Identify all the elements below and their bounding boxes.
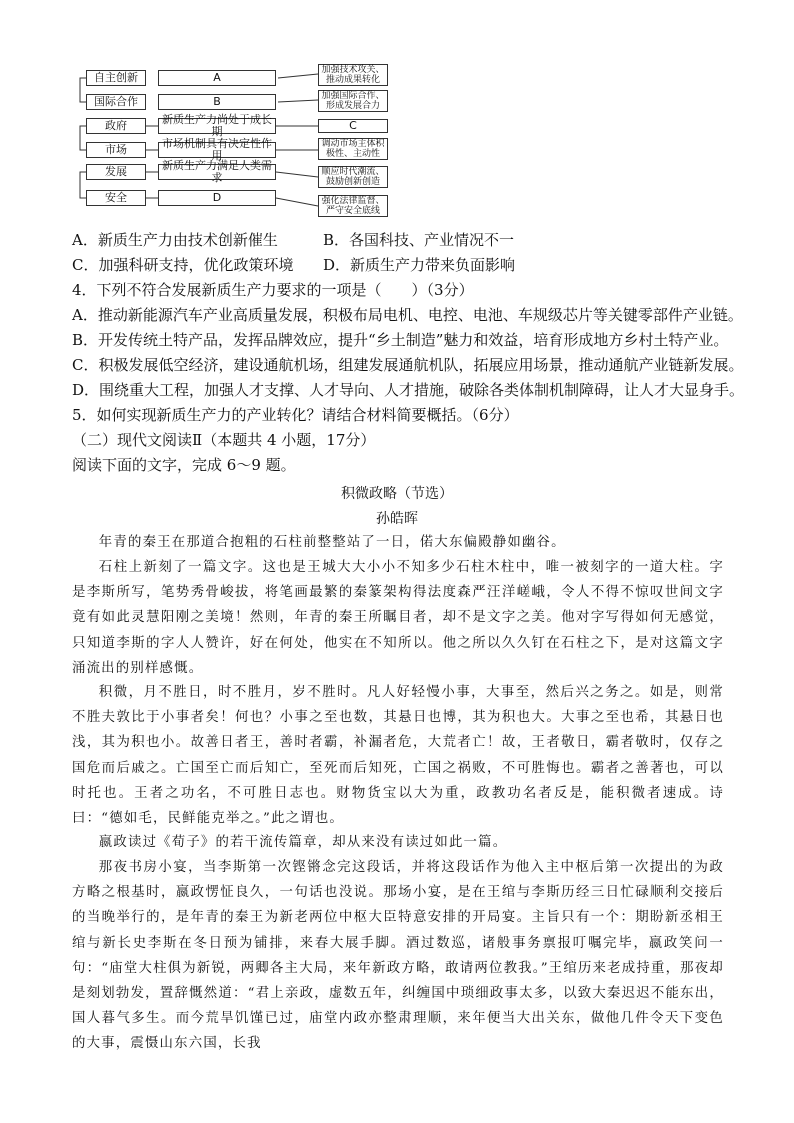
diagram-right-3: C [318,119,388,133]
diagram-right-2: 加强国际合作、形成发展合力 [318,90,388,112]
diagram-middle-2: B [158,94,276,110]
diagram-middle-3: 新质生产力尚处于成长期 [158,118,276,134]
reading-instruction: 阅读下面的文字，完成 6～9 题。 [72,456,296,474]
diagram-left-4: 市场 [86,142,146,158]
diagram-middle-5: 新质生产力满足人类需求 [158,164,276,180]
diagram-middle-6: D [158,190,276,206]
diagram-middle-1: A [158,70,276,86]
article-paragraph-3: 积微，月不胜日，时不胜月，岁不胜时。凡人好轻慢小事，大事至，然后兴之务之。如是，则常不胜夫敦比于小事者矣！何也？小事之至也数，其悬日也博，其为积也大。大事之至也希，其悬日也浅，其为积也小。故善日者王，善时者霸，补漏者危，大荒者亡！故，王者敬日，霸者敬时，仅存之国危而后戚之。亡国至亡而后知亡，至死而后知死，亡国之祸败，不可胜悔也。霸者之善著也，可以时托也。王者之功名，不可胜日志也。财物货宝以大为重，政教功名者反是，能积微者速成。诗曰：“德如毛，民鲜能克举之。”此之谓也。 [72,685,724,827]
diagram-left-5: 发展 [86,164,146,180]
diagram-right-1: 加强技术攻关、推动成果转化 [318,64,388,86]
q3-option-b: B．各国科技、产业情况不一 [323,231,515,249]
article-paragraph-4: 嬴政读过《荀子》的若干流传篇章，却从来没有读过如此一篇。 [98,835,508,850]
article-paragraph-5: 那夜书房小宴，当李斯第一次铿锵念完这段话，并将这段话作为他入主中枢后第一次提出的为政方略之根基时，嬴政愣怔良久，一句话也没说。那场小宴，是在王绾与李斯历经三日忙碌顺利交接后的当晚举行的，是年青的秦王为新老两位中枢大臣特意安排的开局宴。主旨只有一个：期盼新丞相王绾与新长史李斯在冬日预为铺排，来春大展手脚。酒过数巡，诸般事务禀报叮嘱完毕，嬴政笑问一句：“庙堂大柱俱为新锐，两卿各主大局，来年新政方略，敢请两位教我。”王绾历来老成持重，那夜却是刻划勃发，置辞慨然道：“君上亲政，虚数五年，纠缠国中琐细政事太多，以致大秦迟迟不能东出，国人暮气多生。而今荒旱饥馑已过，庙堂内政亦整肃理顺，来年便当大出关东，做他几件令天下变色的大事，震慑山东六国，长我 [72,860,724,1052]
diagram-left-6: 安全 [86,190,146,206]
q5-stem: 5．如何实现新质生产力的产业转化？请结合材料简要概括。（6分） [72,406,519,424]
article-title: 积微政略（节选） [341,486,453,502]
q4-option-b: B．开发传统土特产品，发挥品牌效应，提升“乡土制造”魅力和效益，培育形成地方乡村土特产业。 [72,331,729,349]
diagram-left-3: 政府 [86,118,146,134]
q4-option-d: D．围绕重大工程，加强人才支撑、人才导向、人才措施，破除各类体制机制障碍，让人才大显身手。 [72,381,745,399]
article-paragraph-2: 石柱上新刻了一篇文字。这也是王城大大小小不知多少石柱木柱中，唯一被刻字的一道大柱。字是李斯所写，笔势秀骨峻拔，将笔画最繁的秦篆架构得法度森严汪洋嵯峨，令人不得不惊叹世间文字竟有如此灵慧阳刚之美境！然则，年青的秦王所瞩目者，却不是文字之美。他对字写得如何无感觉，只知道李斯的字人人赞许，好在何处，他实在不知所以。他之所以久久钉在石柱之下，是对这篇文字涌流出的别样感慨。 [72,560,724,676]
diagram-right-6: 强化法律监督、严守安全底线 [318,195,388,217]
diagram-left-1: 自主创新 [86,70,146,86]
article-author: 孙皓晖 [376,511,418,527]
concept-diagram [78,62,398,222]
article-paragraph-1: 年青的秦王在那道合抱粗的石柱前整整站了一日，偌大东偏殿静如幽谷。 [98,535,566,550]
q3-option-d: D．新质生产力带来负面影响 [323,256,516,274]
diagram-right-5: 顺应时代潮流、鼓励创新创造 [318,166,388,188]
q4-option-a: A．推动新能源汽车产业高质量发展，积极布局电机、电控、电池、车规级芯片等关键零部件产业链。 [72,306,743,324]
q4-option-c: C．积极发展低空经济，建设通航机场，组建发展通航机队，拓展应用场景，推动通航产业链新发展。 [72,356,744,374]
section-heading: （二）现代文阅读Ⅱ（本题共 4 小题，17分） [72,431,376,449]
diagram-right-4: 调动市场主体积极性、主动性 [318,138,388,160]
q4-stem: 4．下列不符合发展新质生产力要求的一项是（ ）（3分） [72,281,474,299]
q3-option-c: C．加强科研支持，优化政策环境 [72,256,294,274]
q3-option-a: A．新质生产力由技术创新催生 [72,231,278,249]
diagram-middle-4: 市场机制具有决定性作用 [158,142,276,158]
diagram-left-2: 国际合作 [86,94,146,110]
